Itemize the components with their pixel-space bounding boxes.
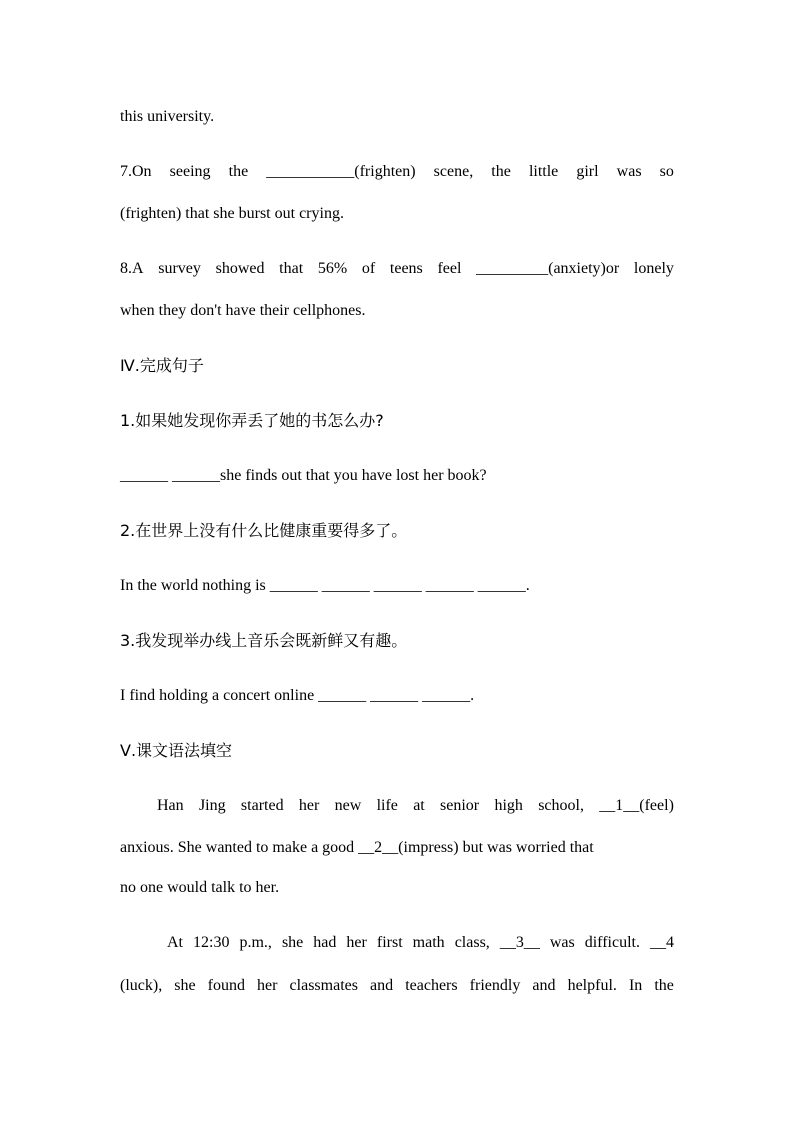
word: that (279, 260, 304, 277)
section-heading-4: Ⅳ.完成句子 (120, 356, 204, 375)
passage-line-2: anxious. She wanted to make a good __2__(impress) but was worried that (120, 839, 594, 856)
word: first (376, 934, 403, 951)
word: had (313, 934, 337, 951)
word: little (528, 163, 559, 180)
word: of (361, 260, 376, 277)
word: In (628, 977, 643, 994)
passage-line-1 (120, 796, 674, 816)
passage-line-4 (120, 933, 674, 953)
word: found (207, 977, 245, 994)
word: new (334, 797, 362, 814)
text-line-5: when they don't have their cellphones. (120, 302, 366, 319)
text-line-4 (120, 259, 674, 279)
word: lonely (633, 260, 674, 277)
word: friendly (469, 977, 521, 994)
passage-line-3: no one would talk to her. (120, 879, 280, 896)
word: (luck), (120, 977, 163, 994)
word: school, (538, 797, 584, 814)
word: was (616, 163, 642, 180)
word: teens (389, 260, 423, 277)
passage-line-5 (120, 976, 674, 996)
word: the (228, 163, 249, 180)
word: __4 (650, 934, 674, 951)
text-line-2 (120, 162, 674, 182)
word: she (174, 977, 196, 994)
word: the (654, 977, 674, 994)
answer-line-1: ______ ______she finds out that you have lost her book? (120, 467, 487, 484)
word: 8.A (120, 260, 144, 277)
word: scene, (433, 163, 474, 180)
word: the (491, 163, 511, 180)
word: ___________(frighten) (266, 163, 416, 180)
word: started (240, 797, 284, 814)
word: Han (157, 797, 184, 814)
word: her (346, 934, 367, 951)
word: 12:30 (193, 934, 230, 951)
word: difficult. (584, 934, 640, 951)
word: senior (440, 797, 480, 814)
word: showed (215, 260, 265, 277)
word: 7.On (120, 163, 152, 180)
word: she (281, 934, 304, 951)
answer-line-2: In the world nothing is ______ ______ ______ ______ ______. (120, 577, 530, 594)
word: classmates (289, 977, 358, 994)
text-line-1: this university. (120, 108, 215, 125)
word: survey (158, 260, 201, 277)
word: was (549, 934, 575, 951)
word: _________(anxiety)or (476, 260, 620, 277)
word: 56% (317, 260, 348, 277)
word: feel (437, 260, 462, 277)
word: her (298, 797, 320, 814)
section-heading-5: Ⅴ.课文语法填空 (120, 741, 233, 760)
word: at (413, 797, 425, 814)
question-2: 2.在世界上没有什么比健康重要得多了。 (120, 521, 408, 540)
word: teachers (405, 977, 458, 994)
word: Jing (198, 797, 226, 814)
word: p.m., (239, 934, 272, 951)
word: __3__ (499, 934, 540, 951)
word: and (532, 977, 556, 994)
word: class, (454, 934, 490, 951)
word: seeing (169, 163, 211, 180)
text-line-3: (frighten) that she burst out crying. (120, 205, 344, 222)
question-1: 1.如果她发现你弄丢了她的书怎么办? (120, 411, 384, 430)
word: helpful. (567, 977, 617, 994)
word: so (659, 163, 674, 180)
word: At (167, 934, 183, 951)
answer-line-3: I find holding a concert online ______ ______ ______. (120, 687, 475, 704)
question-3: 3.我发现举办线上音乐会既新鲜又有趣。 (120, 631, 408, 650)
word: and (370, 977, 394, 994)
word: math (412, 934, 445, 951)
word: girl (576, 163, 599, 180)
word: high (494, 797, 523, 814)
word: life (376, 797, 398, 814)
word: __1__(feel) (599, 797, 674, 814)
word: her (257, 977, 278, 994)
